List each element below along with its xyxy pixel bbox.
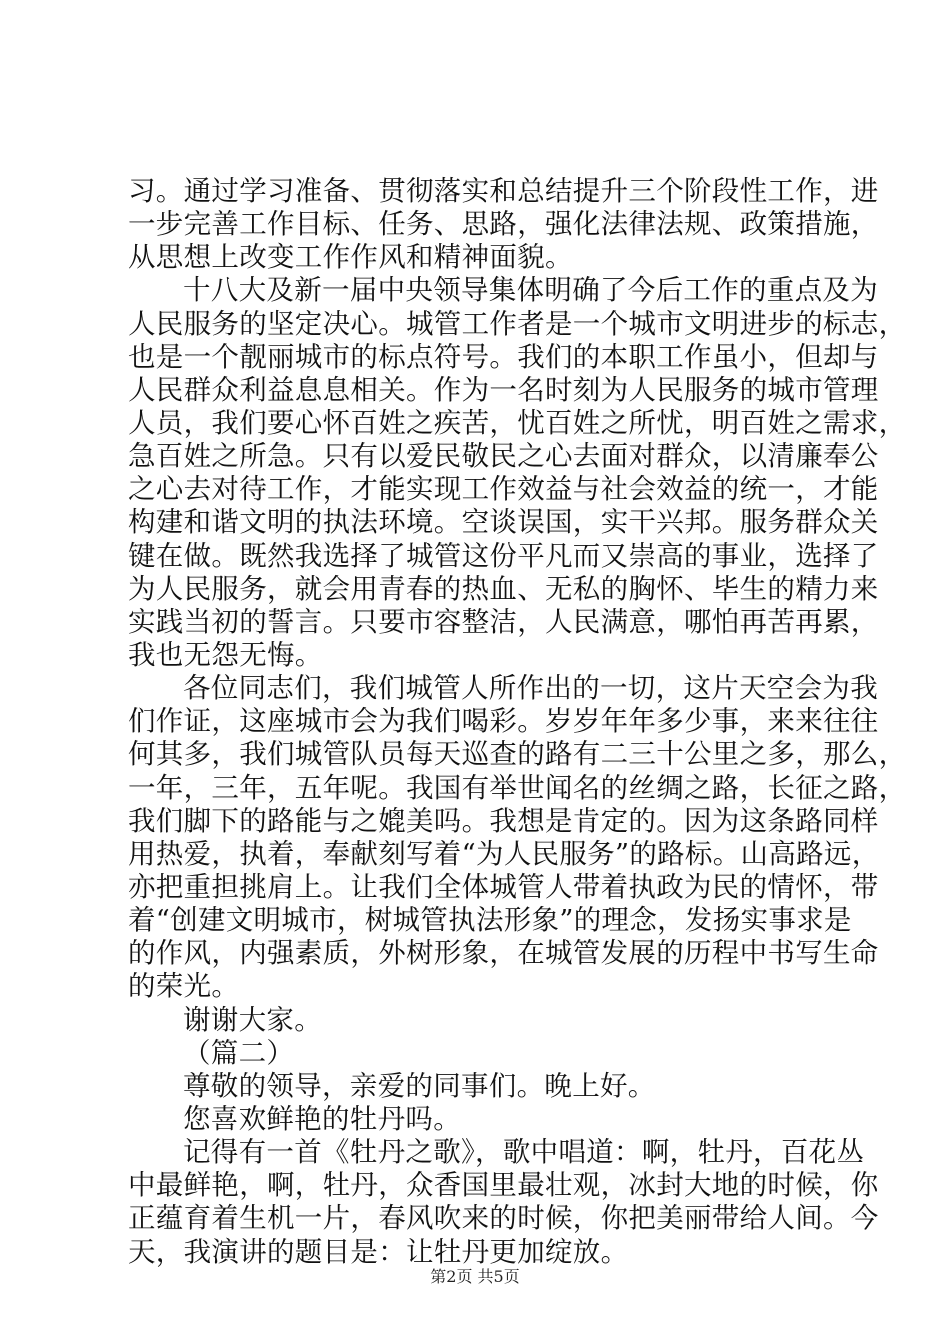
paragraph: [128, 274, 907, 672]
text-line: 着“创建文明城市，树城管执法形象”的理念，发扬实事求是: [128, 904, 852, 937]
text-line: 人民服务的坚定决心。城管工作者是一个城市文明进步的标志，: [128, 307, 907, 340]
text-line: 谢谢大家。: [183, 1003, 322, 1036]
text-line: 的作风，内强素质，外树形象，在城管发展的历程中书写生命: [128, 937, 879, 970]
text-line: 用热爱，执着，奉献刻写着“为人民服务”的路标。山高路远，: [128, 837, 880, 870]
text-line: 我们脚下的路能与之媲美吗。我想是肯定的。因为这条路同样: [128, 804, 879, 837]
paragraph: [128, 1037, 838, 1070]
text-line: 实践当初的誓言。只要市容整洁，人民满意，哪怕再苦再累，: [128, 605, 879, 638]
text-line: 中最鲜艳，啊，牡丹，众香国里最壮观，冰封大地的时候，你: [128, 1169, 879, 1202]
text-line: 一步完善工作目标、任务、思路，强化法律法规、政策措施，: [128, 208, 879, 241]
paragraph: [128, 1004, 838, 1037]
text-line: 各位同志们，我们城管人所作出的一切，这片天空会为我: [183, 672, 878, 705]
paragraph: [128, 1136, 879, 1269]
text-line: 天，我演讲的题目是：让牡丹更加绽放。: [128, 1235, 629, 1268]
text-line: 急百姓之所急。只有以爱民敬民之心去面对群众，以清廉奉公: [128, 440, 879, 473]
text-line: 尊敬的领导，亲爱的同事们。晚上好。: [183, 1069, 656, 1102]
text-line: 我也无怨无悔。: [128, 638, 323, 671]
page-number: 第2页 共5页: [430, 1267, 520, 1286]
text-line: 们作证，这座城市会为我们喝彩。岁岁年年多少事，来来往往: [128, 705, 879, 738]
text-line: 您喜欢鲜艳的牡丹吗。: [183, 1102, 461, 1135]
text-line: 构建和谐文明的执法环境。空谈误国，实干兴邦。服务群众关: [128, 506, 879, 539]
text-line: 一年，三年，五年呢。我国有举世闻名的丝绸之路，长征之路，: [128, 771, 907, 804]
text-line: 习。通过学习准备、贯彻落实和总结提升三个阶段性工作，进: [128, 175, 879, 207]
text-line: 的荣光。: [128, 970, 240, 1003]
text-line: 人民群众利益息息相关。作为一名时刻为人民服务的城市管理: [128, 373, 879, 406]
text-line: 记得有一首《牡丹之歌》，歌中唱道：啊，牡丹，百花丛: [183, 1136, 865, 1169]
text-line: 正蕴育着生机一片，春风吹来的时候，你把美丽带给人间。今: [128, 1202, 879, 1235]
document-body: [128, 175, 907, 1269]
text-line: 为人民服务，就会用青春的热血、无私的胸怀、毕生的精力来: [128, 572, 879, 605]
text-line: 何其多，我们城管队员每天巡查的路有二三十公里之多，那么，: [128, 738, 907, 771]
text-line: 从思想上改变工作作风和精神面貌。: [128, 241, 573, 274]
paragraph: [128, 1070, 838, 1103]
text-line: 也是一个靓丽城市的标点符号。我们的本职工作虽小，但却与: [128, 340, 879, 373]
paragraph: [128, 672, 907, 1003]
page-footer: [0, 1267, 950, 1287]
text-line: 十八大及新一届中央领导集体明确了今后工作的重点及为: [183, 274, 878, 307]
text-line: 人员，我们要心怀百姓之疾苦，忧百姓之所忧，明百姓之需求，: [128, 406, 907, 439]
text-line: （篇二）: [183, 1036, 295, 1069]
text-line: 之心去对待工作，才能实现工作效益与社会效益的统一，才能: [128, 473, 879, 506]
paragraph: [128, 1103, 838, 1136]
text-line: 键在做。既然我选择了城管这份平凡而又崇高的事业，选择了: [128, 539, 879, 572]
text-line: 亦把重担挑肩上。让我们全体城管人带着执政为民的情怀，带: [128, 870, 879, 903]
paragraph: [128, 175, 879, 274]
